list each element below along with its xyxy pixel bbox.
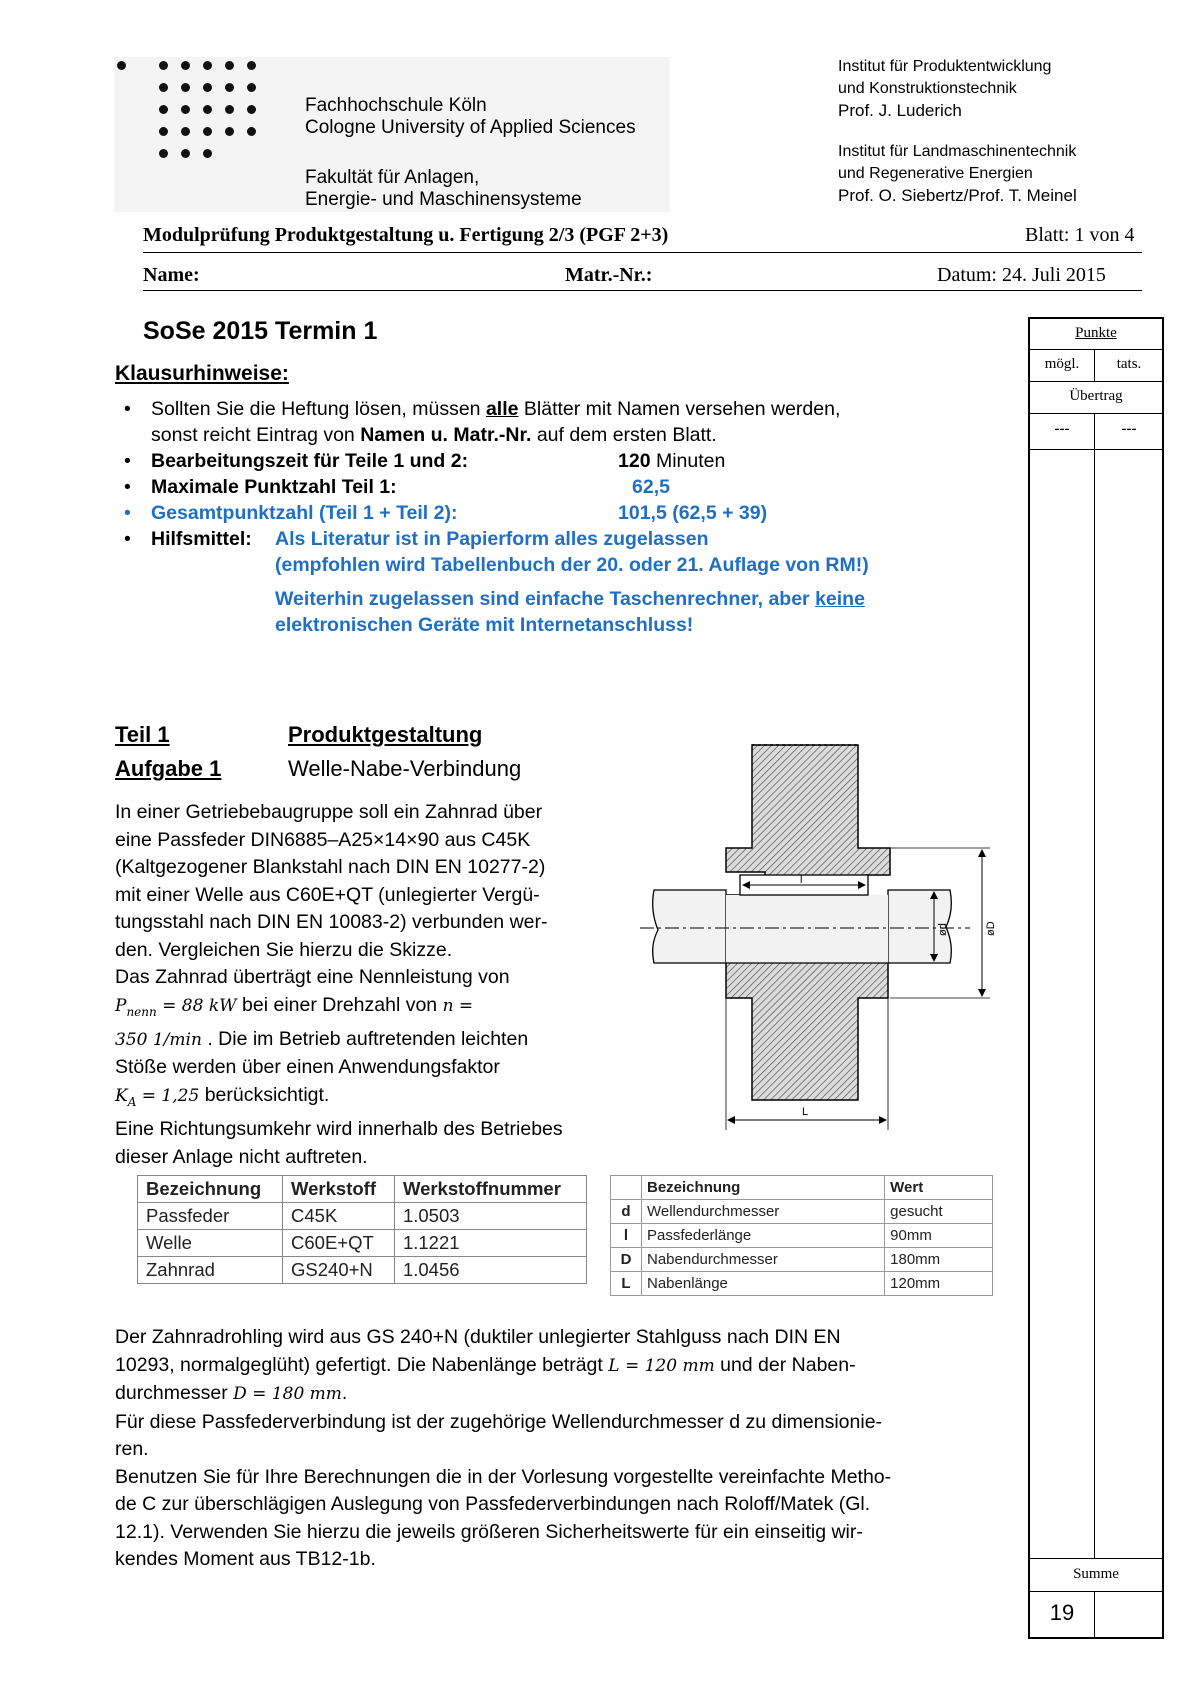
note-total-label: • Gesamtpunktzahl (Teil 1 + Teil 2): bbox=[151, 502, 458, 524]
note-staple-line2-end: auf dem ersten Blatt. bbox=[531, 424, 717, 446]
notes-list bbox=[114, 396, 1014, 638]
points-divider bbox=[1030, 449, 1162, 450]
part-label: Teil 1 bbox=[115, 722, 170, 747]
note-max-value: 62,5 bbox=[632, 476, 670, 498]
note-time-value: 120 bbox=[618, 450, 651, 472]
exam-date: Datum: 24. Juli 2015 bbox=[937, 264, 1106, 286]
table-cell: Zahnrad bbox=[138, 1257, 283, 1284]
points-divider bbox=[1030, 381, 1162, 382]
shaft-in-hub bbox=[726, 895, 888, 963]
note-total-points bbox=[114, 500, 1014, 526]
points-carry-achieved: --- bbox=[1121, 421, 1137, 437]
session-title: SoSe 2015 Termin 1 bbox=[143, 317, 378, 345]
points-col-separator bbox=[1094, 1592, 1095, 1637]
university-name bbox=[305, 95, 636, 139]
task-label: Aufgabe 1 bbox=[115, 756, 222, 781]
faculty-name bbox=[305, 167, 582, 211]
shaft bbox=[653, 890, 726, 963]
table-cell: Nabendurchmesser bbox=[642, 1248, 885, 1272]
body-line: Für diese Passfederverbindung ist der zugehörige Wellendurchmesser d zu dimensionie- bbox=[115, 1410, 883, 1433]
speed-value: 350 1/min bbox=[115, 1029, 202, 1050]
intro-speed-line bbox=[115, 1026, 635, 1055]
note-aids-label: • Hilfsmittel: bbox=[151, 528, 252, 550]
table-header-cell bbox=[611, 1176, 642, 1200]
table-header-cell: Werkstoff bbox=[283, 1176, 395, 1203]
hub-length-label: L bbox=[802, 1106, 809, 1118]
table-cell: 120mm bbox=[885, 1272, 993, 1296]
points-carry-possible: --- bbox=[1054, 421, 1070, 437]
sheet-number: Blatt: 1 von 4 bbox=[1025, 224, 1135, 246]
note-total-value: 101,5 (62,5 + 39) bbox=[618, 502, 768, 524]
table-cell: l bbox=[611, 1224, 642, 1248]
body-line: de C zur überschlägigen Auslegung von Passfederverbindungen nach Roloff/Matek (Gl. bbox=[115, 1493, 871, 1515]
body-text: . bbox=[341, 1382, 348, 1404]
power-symbol: P bbox=[115, 995, 127, 1016]
body-text: und der Naben- bbox=[714, 1353, 856, 1376]
points-col-achieved: tats. bbox=[1116, 356, 1142, 372]
points-divider bbox=[1030, 349, 1162, 350]
table-row bbox=[138, 1230, 587, 1257]
table-cell: C60E+QT bbox=[283, 1230, 395, 1257]
speed-symbol: n = bbox=[442, 995, 474, 1016]
hub-length-math: L = 120 mm bbox=[608, 1355, 715, 1376]
table-row bbox=[138, 1257, 587, 1284]
table-row bbox=[611, 1272, 993, 1296]
ka-symbol: K bbox=[115, 1085, 128, 1106]
ka-subscript: A bbox=[127, 1094, 137, 1109]
table-header-row bbox=[138, 1176, 587, 1203]
university-name-en: Cologne University of Applied Sciences bbox=[305, 117, 636, 138]
body-line bbox=[115, 1380, 1015, 1409]
table-header-cell: Werkstoffnummer bbox=[394, 1176, 586, 1203]
dimensions-table bbox=[610, 1175, 993, 1296]
table-row bbox=[611, 1200, 993, 1224]
title-rule bbox=[143, 252, 1142, 253]
faculty-line-2: Energie- und Maschinensysteme bbox=[305, 189, 582, 210]
hub-diameter-label: øD bbox=[985, 921, 997, 936]
name-label: Name: bbox=[143, 264, 200, 286]
points-col-separator bbox=[1094, 350, 1095, 381]
points-title: Punkte bbox=[1075, 325, 1117, 341]
points-sum-value: 19 bbox=[1049, 1600, 1075, 1625]
intro-line: In einer Getriebebaugruppe soll ein Zahnrad über bbox=[115, 801, 543, 823]
points-divider bbox=[1030, 413, 1162, 414]
task-intro bbox=[115, 799, 635, 1171]
note-max-label: • Maximale Punktzahl Teil 1: bbox=[151, 476, 397, 498]
table-cell: 1.1221 bbox=[394, 1230, 586, 1257]
points-sum-label: Summe bbox=[1073, 1566, 1119, 1582]
note-time-label: • Bearbeitungszeit für Teile 1 und 2: bbox=[151, 450, 469, 472]
intro-power-line bbox=[115, 992, 635, 1026]
points-divider bbox=[1030, 1558, 1162, 1559]
note-time-unit: Minuten bbox=[650, 450, 726, 472]
points-carry-label: Übertrag bbox=[1069, 388, 1123, 404]
intro-ka-line bbox=[115, 1082, 635, 1116]
body-text: durchmesser bbox=[115, 1382, 234, 1404]
note-time bbox=[114, 448, 1014, 474]
intro-line: Das Zahnrad überträgt eine Nennleistung von bbox=[115, 966, 510, 988]
body-line: ren. bbox=[115, 1438, 149, 1460]
intro-line: dieser Anlage nicht auftreten. bbox=[115, 1145, 368, 1168]
matr-label: Matr.-Nr.: bbox=[565, 264, 653, 286]
table-cell: 90mm bbox=[885, 1224, 993, 1248]
note-aids-line-3: Weiterhin zugelassen sind einfache Taschenrechner, aber bbox=[275, 588, 816, 610]
table-cell: Welle bbox=[138, 1230, 283, 1257]
note-staple-text: Sollten Sie die Heftung lösen, müssen bbox=[151, 398, 486, 420]
table-cell: D bbox=[611, 1248, 642, 1272]
ka-tail: berücksichtigt. bbox=[199, 1083, 330, 1106]
table-row bbox=[138, 1203, 587, 1230]
ka-value: = 1,25 bbox=[136, 1085, 200, 1106]
table-cell: gesucht bbox=[885, 1200, 993, 1224]
table-cell: 1.0456 bbox=[394, 1257, 586, 1284]
points-col-possible: mögl. bbox=[1044, 356, 1080, 372]
note-staple-name-matr: Namen u. Matr.-Nr. bbox=[360, 424, 532, 446]
note-max-points bbox=[114, 474, 1014, 500]
institute-1-line-2: und Konstruktionstechnik bbox=[838, 80, 1017, 97]
key-length-label: l bbox=[800, 874, 803, 886]
shaft-diameter-label: ød bbox=[937, 923, 949, 936]
table-row bbox=[611, 1248, 993, 1272]
body-text: 10293, normalgeglüht) gefertigt. Die Nabenlänge beträgt bbox=[115, 1353, 609, 1376]
table-cell: Wellendurchmesser bbox=[642, 1200, 885, 1224]
table-cell: d bbox=[611, 1200, 642, 1224]
note-aids-line-1: Als Literatur ist in Papierform alles zugelassen bbox=[275, 528, 709, 550]
speed-tail: . Die im Betrieb auftretenden leichten bbox=[201, 1027, 529, 1050]
note-aids bbox=[114, 526, 1014, 638]
materials-table bbox=[137, 1175, 587, 1284]
part-title: Produktgestaltung bbox=[288, 722, 483, 747]
points-col-separator bbox=[1094, 414, 1095, 1558]
table-cell: 1.0503 bbox=[394, 1203, 586, 1230]
intro-line: tungsstahl nach DIN EN 10083-2) verbunden wer- bbox=[115, 911, 548, 933]
intro-line: (Kaltgezogener Blankstahl nach DIN EN 10277-2) bbox=[115, 856, 546, 878]
note-aids-line-2: (empfohlen wird Tabellenbuch der 20. oder 21. Auflage von RM!) bbox=[275, 554, 869, 576]
note-aids-line-4: elektronischen Geräte mit Internetanschluss! bbox=[275, 614, 694, 636]
body-line bbox=[115, 1352, 1015, 1381]
institute-2 bbox=[838, 141, 1077, 207]
note-staple-all: alle bbox=[485, 398, 519, 420]
institute-1 bbox=[838, 56, 1051, 122]
table-cell: Passfeder bbox=[138, 1203, 283, 1230]
university-name-de: Fachhochschule Köln bbox=[305, 95, 487, 116]
body-line: Benutzen Sie für Ihre Berechnungen die in der Vorlesung vorgestellte vereinfachte Metho- bbox=[115, 1465, 892, 1488]
task-title: Welle-Nabe-Verbindung bbox=[288, 756, 522, 781]
notes-heading: Klausurhinweise: bbox=[115, 362, 289, 385]
points-divider bbox=[1030, 1591, 1162, 1592]
table-cell: Passfederlänge bbox=[642, 1224, 885, 1248]
note-staple bbox=[114, 396, 1014, 448]
body-line: Der Zahnradrohling wird aus GS 240+N (duktiler unlegierter Stahlguss nach DIN EN bbox=[115, 1326, 841, 1348]
note-aids-keine: keine bbox=[815, 588, 865, 610]
intro-line: Eine Richtungsumkehr wird innerhalb des Betriebes bbox=[115, 1118, 563, 1141]
points-box bbox=[1028, 317, 1164, 1639]
table-header-row bbox=[611, 1176, 993, 1200]
power-subscript: nenn bbox=[126, 1004, 157, 1019]
body-line: 12.1). Verwenden Sie hierzu die jeweils größeren Sicherheitswerte für ein einseitig wir- bbox=[115, 1520, 863, 1543]
table-header-cell: Bezeichnung bbox=[642, 1176, 885, 1200]
name-rule bbox=[143, 290, 1142, 291]
institute-2-professor: Prof. O. Siebertz/Prof. T. Meinel bbox=[838, 186, 1077, 205]
exam-title: Modulprüfung Produktgestaltung u. Fertigung 2/3 (PGF 2+3) bbox=[143, 224, 669, 246]
power-value: = 88 kW bbox=[156, 995, 237, 1016]
intro-line: eine Passfeder DIN6885–A25×14×90 aus C45K bbox=[115, 828, 531, 851]
faculty-line-1: Fakultät für Anlagen, bbox=[305, 167, 480, 188]
hub-diameter-math: D = 180 mm bbox=[233, 1384, 342, 1404]
note-staple-line2: sonst reicht Eintrag von bbox=[151, 424, 361, 446]
institute-1-professor: Prof. J. Luderich bbox=[838, 101, 962, 120]
table-header-cell: Bezeichnung bbox=[138, 1176, 283, 1203]
shaft-hub-sketch bbox=[640, 735, 1010, 1140]
table-cell: 180mm bbox=[885, 1248, 993, 1272]
table-row bbox=[611, 1224, 993, 1248]
table-cell: Nabenlänge bbox=[642, 1272, 885, 1296]
institute-2-line-2: und Regenerative Energien bbox=[838, 165, 1033, 182]
intro-line: Stöße werden über einen Anwendungsfaktor bbox=[115, 1056, 500, 1079]
table-cell: L bbox=[611, 1272, 642, 1296]
task-body bbox=[115, 1324, 1015, 1574]
note-staple-text-2: Blätter mit Namen versehen werden, bbox=[518, 398, 841, 420]
table-cell: C45K bbox=[283, 1203, 395, 1230]
power-tail: bei einer Drehzahl von bbox=[236, 993, 443, 1016]
table-header-cell: Wert bbox=[885, 1176, 993, 1200]
intro-line: mit einer Welle aus C60E+QT (unlegierter Vergü- bbox=[115, 883, 540, 906]
institute-2-line-1: Institut für Landmaschinentechnik bbox=[838, 143, 1077, 160]
institute-1-line-1: Institut für Produktentwicklung bbox=[838, 58, 1052, 75]
intro-line: den. Vergleichen Sie hierzu die Skizze. bbox=[115, 938, 453, 961]
body-line: kendes Moment aus TB12-1b. bbox=[115, 1548, 376, 1570]
table-cell: GS240+N bbox=[283, 1257, 395, 1284]
